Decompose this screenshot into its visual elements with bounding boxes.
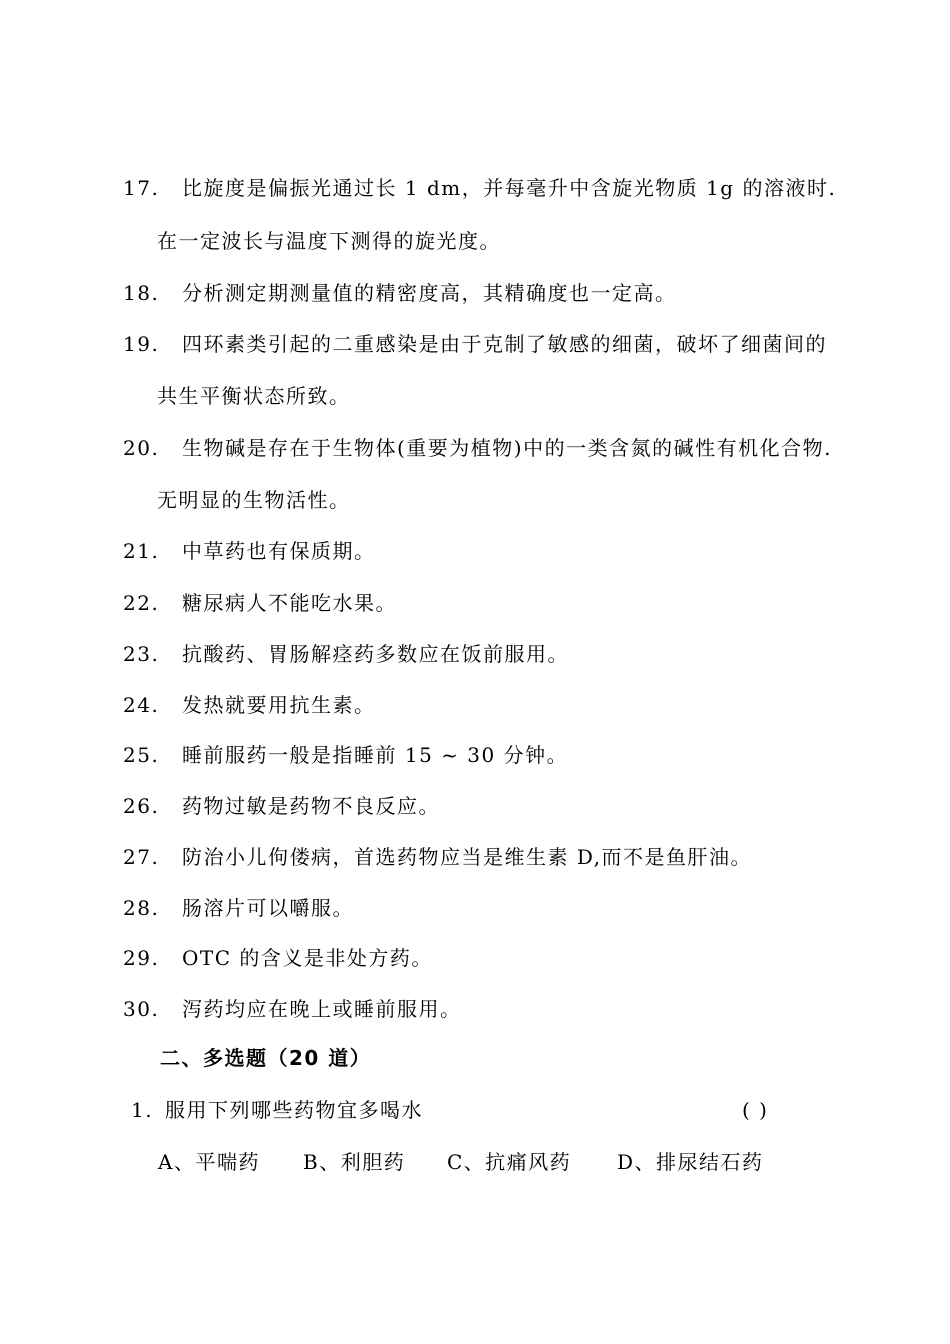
item-text: 糖尿病人不能吃水果。: [182, 591, 397, 615]
item-number: 24.: [123, 693, 160, 717]
option-c: C、抗痛风药: [447, 1150, 572, 1174]
item-text: 中草药也有保质期。: [182, 539, 376, 563]
item-text-continuation: 共生平衡状态所致。: [157, 384, 351, 408]
item-number: 20.: [123, 436, 160, 460]
item-number: 29.: [123, 946, 160, 970]
item-number: 25.: [123, 743, 160, 767]
question-number: 1.: [131, 1098, 154, 1122]
option-b: B、利胆药: [303, 1150, 406, 1174]
item-text: 泻药均应在晚上或睡前服用。: [182, 997, 462, 1021]
item-text: 比旋度是偏振光通过长 1 dm，并每毫升中含旋光物质 1g 的溶液时.: [182, 176, 837, 200]
option-d: D、排尿结石药: [617, 1150, 764, 1174]
question-text: 服用下列哪些药物宜多喝水: [165, 1098, 423, 1122]
item-text: 药物过敏是药物不良反应。: [182, 794, 440, 818]
item-number: 21.: [123, 539, 160, 563]
item-number: 28.: [123, 896, 160, 920]
item-text: 防治小儿佝偻病，首选药物应当是维生素 D,而不是鱼肝油。: [182, 845, 753, 869]
item-number: 23.: [123, 642, 160, 666]
item-number: 22.: [123, 591, 160, 615]
item-number: 17.: [123, 176, 160, 200]
item-text: 发热就要用抗生素。: [182, 693, 376, 717]
item-number: 27.: [123, 845, 160, 869]
section-heading: 二、多选题（20 道）: [160, 1046, 372, 1070]
answer-blank: ( ): [742, 1098, 769, 1122]
item-number: 30.: [123, 997, 160, 1021]
item-text: 睡前服药一般是指睡前 15 ~ 30 分钟。: [182, 743, 569, 767]
item-text-continuation: 在一定波长与温度下测得的旋光度。: [157, 229, 501, 253]
item-number: 19.: [123, 332, 160, 356]
item-number: 18.: [123, 281, 160, 305]
item-text: 生物碱是存在于生物体(重要为植物)中的一类含氮的碱性有机化合物.: [182, 436, 832, 460]
item-text: 抗酸药、胃肠解痉药多数应在饭前服用。: [182, 642, 569, 666]
option-a: A、平喘药: [158, 1150, 260, 1174]
item-text: 肠溶片可以嚼服。: [182, 896, 354, 920]
item-text: 四环素类引起的二重感染是由于克制了敏感的细菌，破坏了细菌间的: [182, 332, 827, 356]
item-text: 分析测定期测量值的精密度高，其精确度也一定高。: [182, 281, 677, 305]
item-text: OTC 的含义是非处方药。: [182, 946, 433, 970]
item-number: 26.: [123, 794, 160, 818]
item-text-continuation: 无明显的生物活性。: [157, 488, 351, 512]
